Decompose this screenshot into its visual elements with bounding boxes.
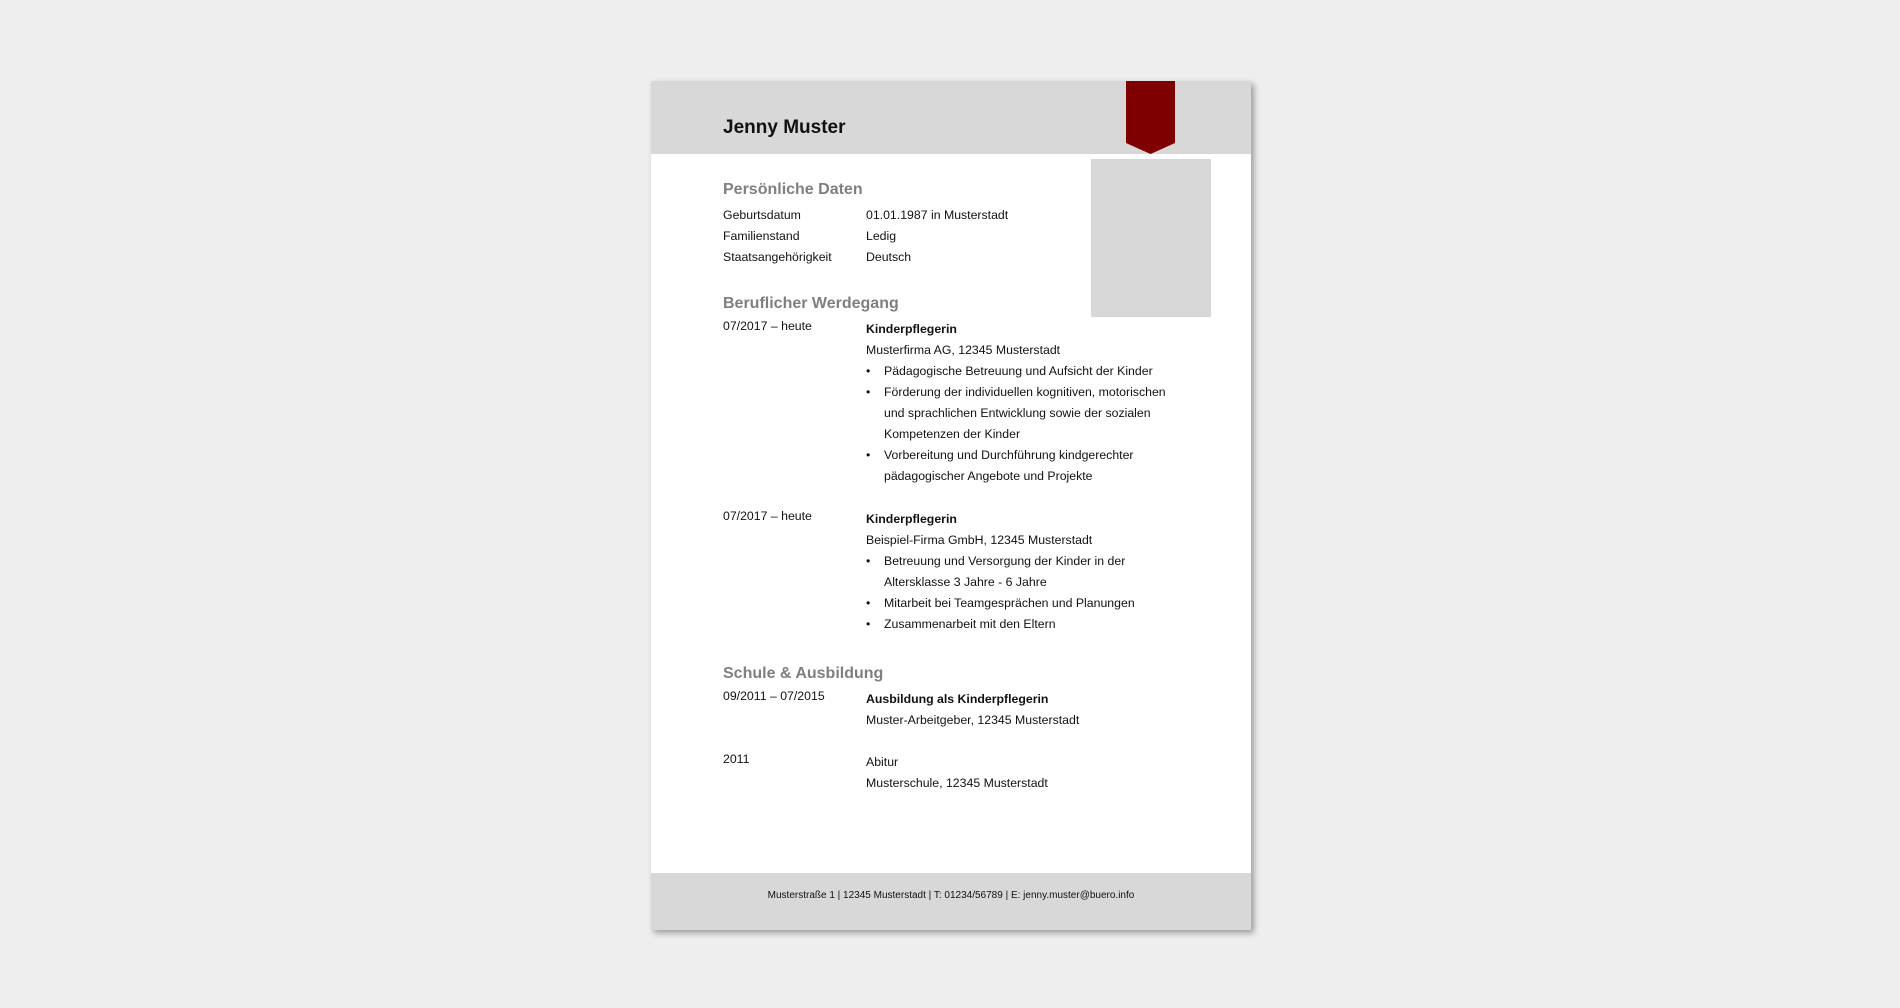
list-item: • Mitarbeit bei Teamgesprächen und Planungen bbox=[884, 593, 1176, 614]
list-item: • Förderung der individuellen kognitiven, motorischen und sprachlichen Entwicklung sowie der sozialen Kompetenzen der Kinder bbox=[884, 382, 1176, 445]
section-title-career: Beruflicher Werdegang bbox=[723, 295, 899, 312]
applicant-name: Jenny Muster bbox=[723, 117, 846, 138]
entry-bullet-list bbox=[866, 361, 1176, 487]
entry-bullet-list bbox=[866, 551, 1176, 635]
entry-company: Beispiel-Firma GmbH, 12345 Musterstadt bbox=[866, 533, 1093, 547]
list-item: • Betreuung und Versorgung der Kinder in der Altersklasse 3 Jahre - 6 Jahre bbox=[884, 551, 1176, 593]
photo-placeholder bbox=[1091, 159, 1211, 317]
entry-body bbox=[866, 752, 1176, 794]
entry-body bbox=[866, 509, 1176, 635]
personal-value: Deutsch bbox=[866, 250, 912, 264]
list-item: • Zusammenarbeit mit den Eltern bbox=[884, 614, 1176, 635]
personal-label: Geburtsdatum bbox=[723, 208, 801, 222]
personal-value: 01.01.1987 in Musterstadt bbox=[866, 208, 1009, 222]
footer-contact: Musterstraße 1 | 12345 Musterstadt | T: 01234/56789 | E: jenny.muster@buero.info bbox=[767, 890, 1135, 901]
section-title-education: Schule & Ausbildung bbox=[723, 665, 884, 682]
entry-role: Kinderpflegerin bbox=[866, 322, 957, 336]
entry-company: Musterschule, 12345 Musterstadt bbox=[866, 776, 1048, 790]
entry-date: 2011 bbox=[723, 752, 750, 766]
entry-role: Kinderpflegerin bbox=[866, 512, 957, 526]
entry-role: Abitur bbox=[866, 755, 899, 769]
bookmark-ribbon-icon bbox=[1126, 81, 1175, 154]
section-title-personal: Persönliche Daten bbox=[723, 181, 863, 198]
entry-body bbox=[866, 319, 1176, 487]
entry-company: Muster-Arbeitgeber, 12345 Musterstadt bbox=[866, 713, 1080, 727]
personal-label: Staatsangehörigkeit bbox=[723, 250, 832, 264]
entry-role: Ausbildung als Kinderpflegerin bbox=[866, 692, 1049, 706]
entry-company: Musterfirma AG, 12345 Musterstadt bbox=[866, 343, 1061, 357]
list-item: • Vorbereitung und Durchführung kindgerechter pädagogischer Angebote und Projekte bbox=[884, 445, 1176, 487]
entry-date: 09/2011 – 07/2015 bbox=[723, 689, 825, 703]
footer-band bbox=[651, 873, 1251, 930]
entry-body bbox=[866, 689, 1176, 731]
entry-date: 07/2017 – heute bbox=[723, 319, 812, 333]
entry-date: 07/2017 – heute bbox=[723, 509, 812, 523]
resume-page bbox=[651, 81, 1251, 930]
personal-value: Ledig bbox=[866, 229, 897, 243]
list-item: • Pädagogische Betreuung und Aufsicht der Kinder bbox=[884, 361, 1176, 382]
personal-label: Familienstand bbox=[723, 229, 800, 243]
